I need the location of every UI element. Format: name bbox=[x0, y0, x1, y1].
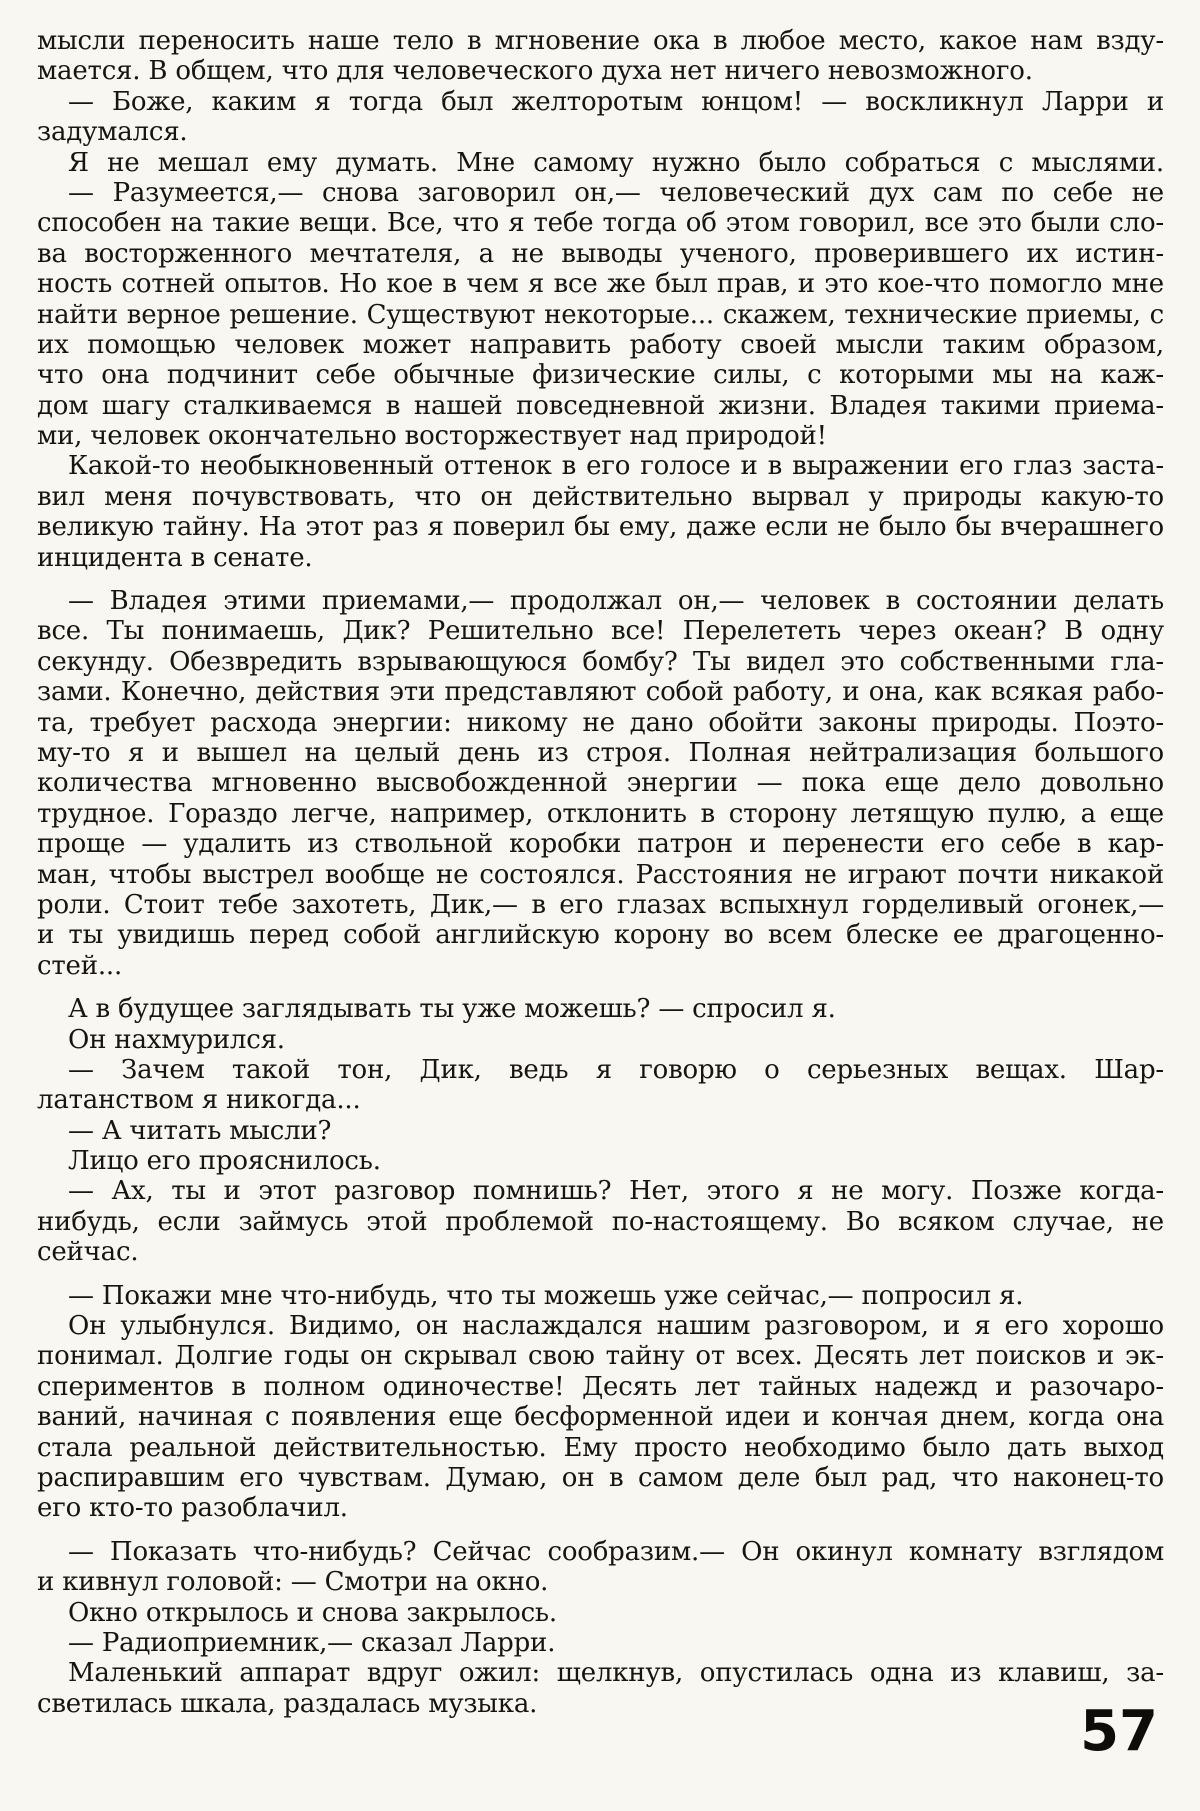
text-line: ва восторженного мечтателя, а не выводы ученого, проверившего их истин- bbox=[37, 238, 1164, 269]
text-line: сейчас. bbox=[37, 1237, 139, 1268]
text-line: мается. В общем, что для человеческого духа нет ничего невозможного. bbox=[37, 56, 1033, 87]
text-line: — Покажи мне что-нибудь, что ты можешь уже сейчас,— попросил я. bbox=[68, 1280, 1024, 1311]
text-line: мысли переносить наше тело в мгновение ока в любое место, какое нам взду- bbox=[37, 26, 1164, 56]
text-line: спериментов в полном одиночестве! Десять лет тайных надежд и разочаро- bbox=[37, 1371, 1164, 1402]
text-line: и ты увидишь перед собой английскую корону во всем блеске ее драгоценно- bbox=[37, 920, 1164, 951]
text-line: стей... bbox=[37, 950, 123, 981]
text-line: секунду. Обезвредить взрывающуюся бомбу? Ты видел это собственными гла- bbox=[37, 646, 1164, 677]
text-line: — Боже, каким я тогда был желторотым юнцом! — воскликнул Ларри и bbox=[68, 86, 1164, 117]
text-line: Я не мешал ему думать. Мне самому нужно было собраться с мыслями. bbox=[68, 147, 1164, 178]
text-line: Он улыбнулся. Видимо, он наслаждался нашим разговором, и я его хорошо bbox=[68, 1311, 1164, 1342]
text-line: ман, чтобы выстрел вообще не состоялся. Расстояния не играют почти никакой bbox=[37, 859, 1164, 890]
text-line: и кивнул головой: — Смотри на окно. bbox=[37, 1567, 549, 1598]
text-line: латанством я никогда... bbox=[37, 1085, 361, 1116]
text-line: проще — удалить из ствольной коробки патрон и перенести его себе в кар- bbox=[37, 829, 1164, 860]
text-line: Какой-то необыкновенный оттенок в его голосе и в выражении его глаз заста- bbox=[68, 451, 1164, 482]
text-line: стала реальной действительностью. Ему просто необходимо было дать выход bbox=[37, 1432, 1164, 1463]
text-line: Маленький аппарат вдруг ожил: щелкнув, опустилась одна из клавиш, за- bbox=[68, 1658, 1164, 1689]
text-line: — Радиоприемник,— сказал Ларри. bbox=[68, 1627, 556, 1658]
text-line: А в будущее заглядывать ты уже можешь? — спросил я. bbox=[68, 994, 836, 1025]
text-line: — Показать что-нибудь? Сейчас сообразим.— Он окинул комнату взглядом bbox=[68, 1536, 1164, 1567]
text-line: светилась шкала, раздалась музыка. bbox=[37, 1688, 538, 1719]
text-line: что она подчинит себе обычные физические силы, с которыми мы на каж- bbox=[37, 360, 1164, 391]
text-line: ми, человек окончательно восторжествует над природой! bbox=[37, 421, 827, 452]
text-line: задумался. bbox=[37, 117, 188, 148]
text-line: — Владея этими приемами,— продолжал он,— человек в состоянии делать bbox=[68, 586, 1164, 617]
text-line: ность сотней опытов. Но кое в чем я все же был прав, и это кое-что помогло мне bbox=[37, 269, 1164, 300]
page-text bbox=[37, 26, 1164, 1719]
text-line: вил меня почувствовать, что он действительно вырвал у природы какую-то bbox=[37, 481, 1164, 512]
text-line: трудное. Гораздо легче, например, отклонить в сторону летящую пулю, а еще bbox=[37, 798, 1164, 829]
text-line: — Зачем такой тон, Дик, ведь я говорю о серьезных вещах. Шар- bbox=[68, 1054, 1164, 1085]
page-number: 57 bbox=[1080, 1699, 1158, 1764]
text-line: найти верное решение. Существуют некоторые... скажем, технические приемы, с bbox=[37, 299, 1164, 330]
text-line: — А читать мысли? bbox=[68, 1115, 332, 1146]
text-line: его кто-то разоблачил. bbox=[37, 1493, 348, 1524]
text-line: великую тайну. На этот раз я поверил бы ему, даже если не было бы вчерашнего bbox=[37, 512, 1164, 543]
text-line: Окно открылось и снова закрылось. bbox=[68, 1597, 557, 1628]
text-line: нибудь, если займусь этой проблемой по-настоящему. Во всяком случае, не bbox=[37, 1206, 1164, 1237]
text-line: — Разумеется,— снова заговорил он,— человеческий дух сам по себе не bbox=[68, 177, 1164, 208]
text-line: все. Ты понимаешь, Дик? Решительно все! Перелететь через океан? В одну bbox=[37, 616, 1164, 647]
text-line: их помощью человек может направить работу своей мысли таким образом, bbox=[37, 329, 1164, 360]
text-line: способен на такие вещи. Все, что я тебе тогда об этом говорил, все это были сло- bbox=[37, 208, 1164, 239]
text-line: Лицо его прояснилось. bbox=[68, 1146, 381, 1177]
text-line: Он нахмурился. bbox=[68, 1024, 285, 1055]
text-line: та, требует расхода энергии: никому не дано обойти законы природы. Поэто- bbox=[37, 707, 1164, 738]
text-line: дом шагу сталкиваемся в нашей повседневной жизни. Владея такими приема- bbox=[37, 390, 1164, 421]
text-line: количества мгновенно высвобожденной энергии — пока еще дело довольно bbox=[37, 768, 1164, 799]
text-line: ваний, начиная с появления еще бесформенной идеи и кончая днем, когда она bbox=[37, 1402, 1164, 1433]
text-line: понимал. Долгие годы он скрывал свою тайну от всех. Десять лет поисков и эк- bbox=[37, 1341, 1164, 1372]
text-line: распиравшим его чувствам. Думаю, он в самом деле был рад, что наконец-то bbox=[37, 1462, 1164, 1493]
text-line: инцидента в сенате. bbox=[37, 542, 313, 573]
text-line: — Ах, ты и этот разговор помнишь? Нет, этого я не могу. Позже когда- bbox=[68, 1176, 1164, 1207]
text-line: зами. Конечно, действия эти представляют собой работу, и она, как всякая рабо- bbox=[37, 677, 1164, 708]
text-line: му-то я и вышел на целый день из строя. Полная нейтрализация большого bbox=[37, 737, 1164, 768]
text-line: роли. Стоит тебе захотеть, Дик,— в его глазах вспыхнул горделивый огонек,— bbox=[37, 889, 1164, 920]
